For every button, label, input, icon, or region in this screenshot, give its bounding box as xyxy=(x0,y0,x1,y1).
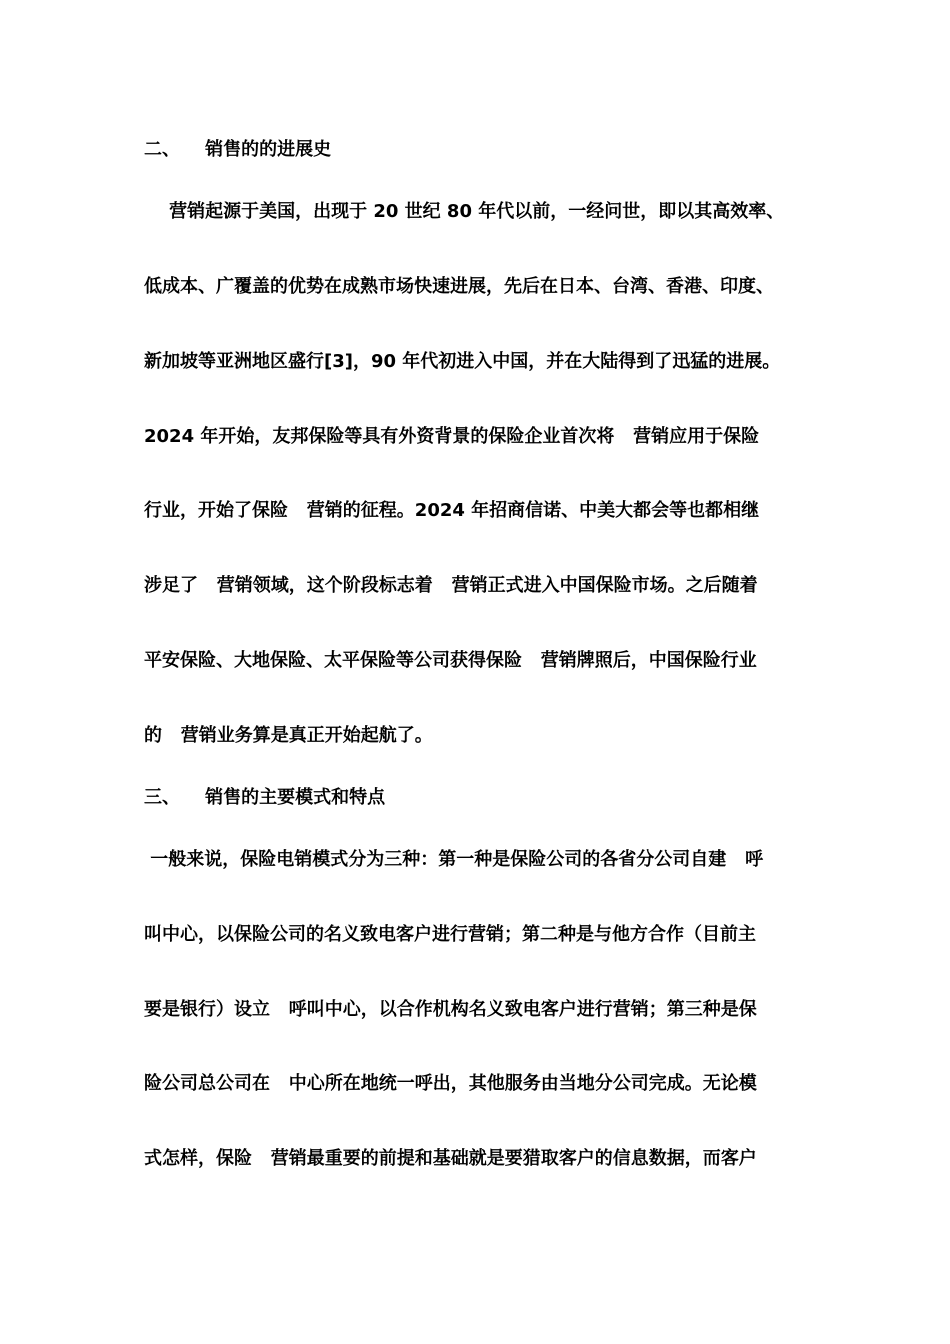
section-2-paragraph-line-4: 2024 年开始，友邦保险等具有外资背景的保险企业首次将 营销应用于保险 xyxy=(144,426,760,447)
section-2-heading: 二、 销售的的进展史 xyxy=(144,139,332,160)
section-2-paragraph-line-2: 低成本、广覆盖的优势在成熟市场快速进展，先后在日本、台湾、香港、印度、 xyxy=(144,276,774,297)
section-2-paragraph-line-3: 新加坡等亚洲地区盛行[3]，90 年代初进入中国，并在大陆得到了迅猛的进展。 xyxy=(144,351,781,372)
section-2-paragraph-line-8: 的 营销业务算是真正开始起航了。 xyxy=(144,725,433,746)
section-3-paragraph-line-5: 式怎样，保险 营销最重要的前提和基础就是要猎取客户的信息数据，而客户 xyxy=(144,1148,757,1169)
section-2-paragraph-line-6: 涉足了 营销领域，这个阶段标志着 营销正式进入中国保险市场。之后随着 xyxy=(144,575,758,596)
section-3-paragraph-line-2: 叫中心，以保险公司的名义致电客户进行营销；第二种是与他方合作（目前主 xyxy=(144,924,756,945)
section-3-paragraph-line-3: 要是银行）设立 呼叫中心，以合作机构名义致电客户进行营销；第三种是保 xyxy=(144,999,757,1020)
section-3-paragraph-line-1: 一般来说，保险电销模式分为三种：第一种是保险公司的各省分公司自建 呼 xyxy=(144,849,764,870)
section-2-paragraph-line-5: 行业，开始了保险 营销的征程。2024 年招商信诺、中美大都会等也都相继 xyxy=(144,500,760,521)
section-2-paragraph-line-1: 营销起源于美国，出现于 20 世纪 80 年代以前，一经问世，即以其高效率、 xyxy=(144,201,785,222)
section-2-paragraph-line-7: 平安保险、大地保险、太平保险等公司获得保险 营销牌照后，中国保险行业 xyxy=(144,650,757,671)
section-3-heading: 三、 销售的主要模式和特点 xyxy=(144,787,386,808)
section-3-paragraph-line-4: 险公司总公司在 中心所在地统一呼出，其他服务由当地分公司完成。无论模 xyxy=(144,1073,757,1094)
